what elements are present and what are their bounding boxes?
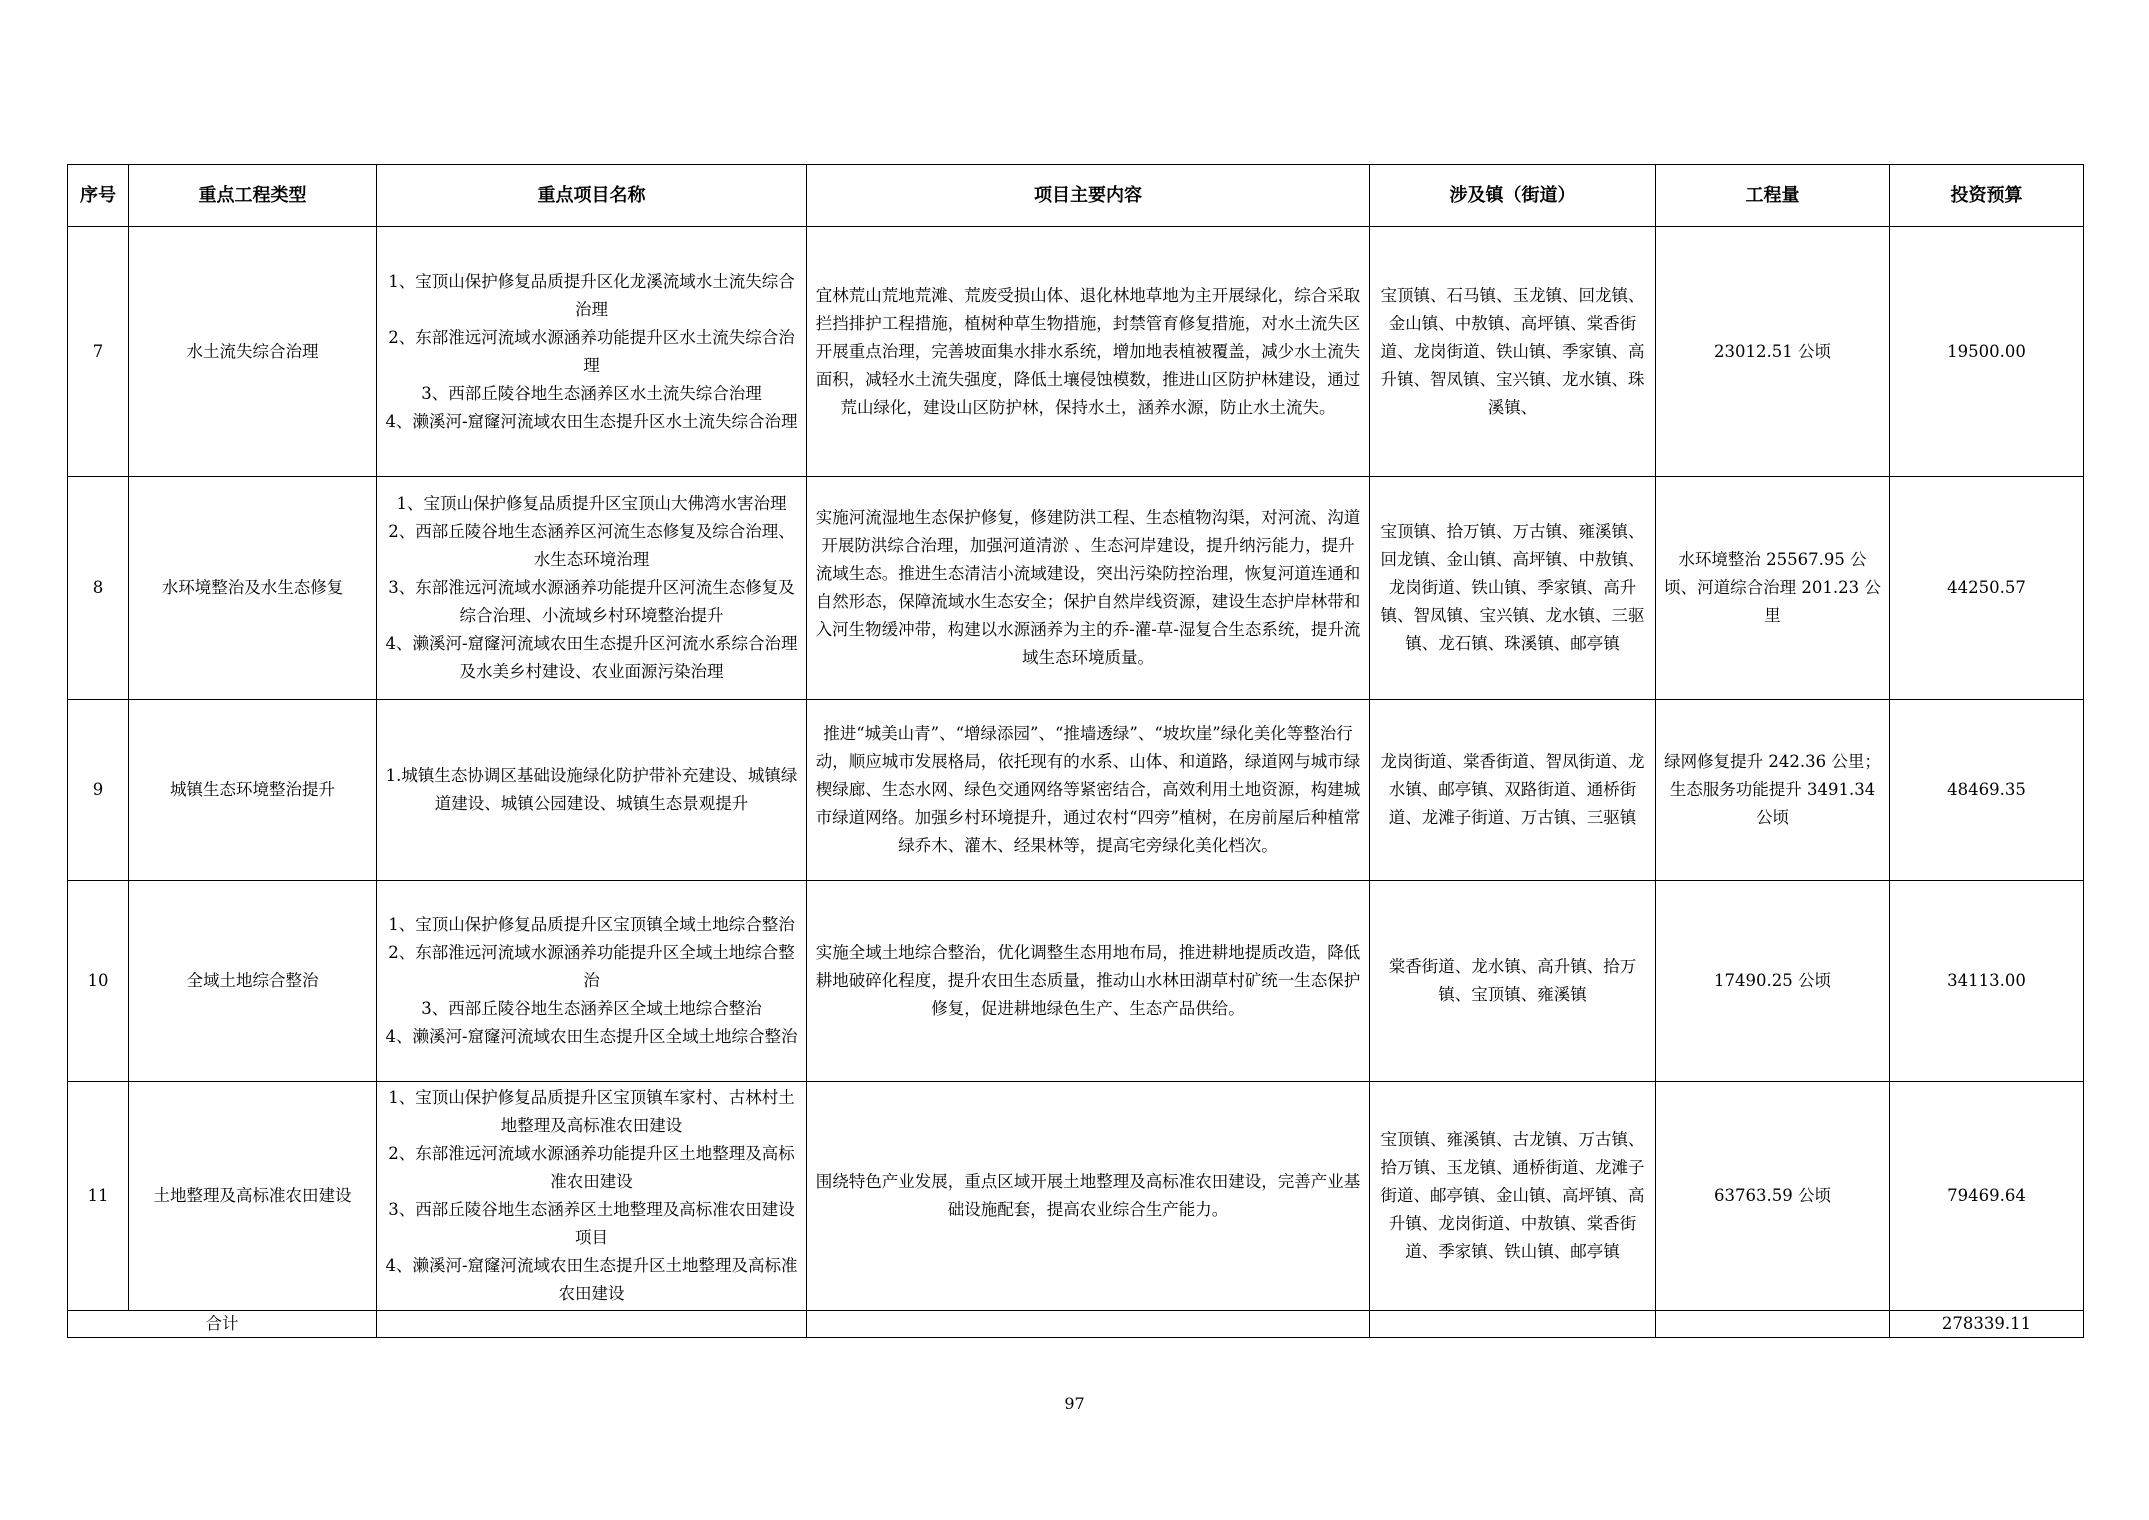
project-item: 1、宝顶山保护修复品质提升区宝顶山大佛湾水害治理 [396, 494, 787, 513]
row-type: 水环境整治及水生态修复 [129, 477, 377, 700]
table-header-row [68, 165, 2084, 227]
row-content: 围绕特色产业发展，重点区域开展土地整理及高标准农田建设，完善产业基础设施配套，提高农业综合生产能力。 [807, 1082, 1370, 1311]
row-type: 全域土地综合整治 [129, 881, 377, 1082]
project-item: 3、西部丘陵谷地生态涵养区土地整理及高标准农田建设项目 [388, 1200, 795, 1247]
project-item: 1、宝顶山保护修复品质提升区宝顶镇车家村、古林村土地整理及高标准农田建设 [388, 1088, 795, 1135]
row-budget: 34113.00 [1890, 881, 2084, 1082]
project-item: 2、东部淮远河流域水源涵养功能提升区全域土地综合整治 [388, 943, 795, 990]
total-row [68, 1311, 2084, 1338]
row-content: 实施全域土地综合整治，优化调整生态用地布局，推进耕地提质改造，降低耕地破碎化程度，提升农田生态质量，推动山水林田湖草村矿统一生态保护修复，促进耕地绿色生产、生态产品供给。 [807, 881, 1370, 1082]
project-item: 1、宝顶山保护修复品质提升区化龙溪流域水土流失综合治理 [388, 271, 795, 319]
row-content: 宜林荒山荒地荒滩、荒废受损山体、退化林地草地为主开展绿化，综合采取拦挡排护工程措施，植树种草生物措施，封禁管育修复措施，对水土流失区开展重点治理，完善坡面集水排水系统，增加地表植被覆盖，减少水土流失面积，减轻水土流失强度，降低土壤侵蚀模数，推进山区防护林建设，通过荒山绿化，建设山区防护林，保持水土，涵养水源，防止水土流失。 [807, 227, 1370, 477]
row-towns: 宝顶镇、拾万镇、万古镇、雍溪镇、回龙镇、金山镇、高坪镇、中敖镇、龙岗街道、铁山镇、季家镇、高升镇、智凤镇、宝兴镇、龙水镇、三驱镇、龙石镇、珠溪镇、邮亭镇 [1370, 477, 1656, 700]
row-projects [377, 477, 807, 700]
project-item: 4、濑溪河-窟窿河流域农田生态提升区水土流失综合治理 [385, 411, 798, 431]
project-item: 3、西部丘陵谷地生态涵养区全域土地综合整治 [421, 999, 762, 1018]
row-projects [377, 1082, 807, 1311]
total-empty-cell [1656, 1311, 1890, 1338]
project-item: 4、濑溪河-窟窿河流域农田生态提升区土地整理及高标准农田建设 [385, 1256, 798, 1303]
row-towns: 龙岗街道、棠香街道、智凤街道、龙水镇、邮亭镇、双路街道、通桥街道、龙滩子街道、万古镇、三驱镇 [1370, 700, 1656, 881]
table-row [68, 881, 2084, 1082]
row-projects [377, 881, 807, 1082]
row-no: 8 [68, 477, 129, 700]
project-table [67, 164, 2084, 1338]
row-quantity: 63763.59 公顷 [1656, 1082, 1890, 1311]
project-item: 2、东部淮远河流域水源涵养功能提升区土地整理及高标准农田建设 [388, 1144, 795, 1191]
project-item: 4、濑溪河-窟窿河流域农田生态提升区河流水系综合治理及水美乡村建设、农业面源污染治理 [385, 634, 798, 681]
header-project-name: 重点项目名称 [377, 165, 807, 227]
row-towns: 宝顶镇、石马镇、玉龙镇、回龙镇、金山镇、中敖镇、高坪镇、棠香街道、龙岗街道、铁山镇、季家镇、高升镇、智凤镇、宝兴镇、龙水镇、珠溪镇、 [1370, 227, 1656, 477]
row-towns: 棠香街道、龙水镇、高升镇、拾万镇、宝顶镇、雍溪镇 [1370, 881, 1656, 1082]
row-no: 11 [68, 1082, 129, 1311]
row-budget: 44250.57 [1890, 477, 2084, 700]
header-quantity: 工程量 [1656, 165, 1890, 227]
project-item: 3、西部丘陵谷地生态涵养区水土流失综合治理 [421, 383, 762, 403]
table-row [68, 700, 2084, 881]
project-item: 1.城镇生态协调区基础设施绿化防护带补充建设、城镇绿道建设、城镇公园建设、城镇生态景观提升 [385, 766, 798, 813]
row-quantity: 绿网修复提升 242.36 公里；生态服务功能提升 3491.34 公顷 [1656, 700, 1890, 881]
row-content: 推进“城美山青”、“增绿添园”、“推墙透绿”、“坡坎崖”绿化美化等整治行动，顺应城市发展格局，依托现有的水系、山体、和道路，绿道网与城市绿楔绿廊、生态水网、绿色交通网络等紧密结合，高效利用土地资源，构建城市绿道网络。加强乡村环境提升，通过农村“四旁”植树，在房前屋后种植常绿乔木、灌木、经果林等，提高宅旁绿化美化档次。 [807, 700, 1370, 881]
row-budget: 19500.00 [1890, 227, 2084, 477]
row-projects [377, 227, 807, 477]
row-towns: 宝顶镇、雍溪镇、古龙镇、万古镇、拾万镇、玉龙镇、通桥街道、龙滩子街道、邮亭镇、金山镇、高坪镇、高升镇、龙岗街道、中敖镇、棠香街道、季家镇、铁山镇、邮亭镇 [1370, 1082, 1656, 1311]
page-number: 97 [1064, 1394, 1085, 1413]
row-quantity: 17490.25 公顷 [1656, 881, 1890, 1082]
row-budget: 48469.35 [1890, 700, 2084, 881]
row-no: 10 [68, 881, 129, 1082]
row-type: 水土流失综合治理 [129, 227, 377, 477]
header-type: 重点工程类型 [129, 165, 377, 227]
project-item: 2、东部淮远河流域水源涵养功能提升区水土流失综合治理 [388, 327, 795, 375]
row-quantity: 水环境整治 25567.95 公顷、河道综合治理 201.23 公里 [1656, 477, 1890, 700]
header-towns: 涉及镇（街道） [1370, 165, 1656, 227]
row-projects [377, 700, 807, 881]
row-quantity: 23012.51 公顷 [1656, 227, 1890, 477]
project-item: 2、西部丘陵谷地生态涵养区河流生态修复及综合治理、水生态环境治理 [388, 522, 795, 569]
row-budget: 79469.64 [1890, 1082, 2084, 1311]
total-empty-cell [377, 1311, 807, 1338]
row-type: 土地整理及高标准农田建设 [129, 1082, 377, 1311]
total-empty-cell [807, 1311, 1370, 1338]
header-no: 序号 [68, 165, 129, 227]
row-content: 实施河流湿地生态保护修复，修建防洪工程、生态植物沟渠，对河流、沟道开展防洪综合治理，加强河道清淤 、生态河岸建设，提升纳污能力，提升流域生态。推进生态清洁小流域建设，突出污染防控治理，恢复河道连通和自然形态，保障流域水生态安全；保护自然岸线资源，建设生态护岸林带和入河生物缓冲带，构建以水源涵养为主的乔-灌-草-湿复合生态系统，提升流域生态环境质量。 [807, 477, 1370, 700]
row-no: 9 [68, 700, 129, 881]
total-empty-cell [1370, 1311, 1656, 1338]
project-item: 4、濑溪河-窟窿河流域农田生态提升区全域土地综合整治 [385, 1027, 798, 1046]
project-item: 3、东部淮远河流域水源涵养功能提升区河流生态修复及综合治理、小流域乡村环境整治提升 [388, 578, 795, 625]
header-content: 项目主要内容 [807, 165, 1370, 227]
total-label: 合计 [68, 1311, 377, 1338]
table-row [68, 477, 2084, 700]
project-item: 1、宝顶山保护修复品质提升区宝顶镇全域土地综合整治 [388, 915, 795, 934]
table-row [68, 1082, 2084, 1311]
total-budget: 278339.11 [1890, 1311, 2084, 1338]
header-budget: 投资预算 [1890, 165, 2084, 227]
table-row [68, 227, 2084, 477]
row-type: 城镇生态环境整治提升 [129, 700, 377, 881]
row-no: 7 [68, 227, 129, 477]
